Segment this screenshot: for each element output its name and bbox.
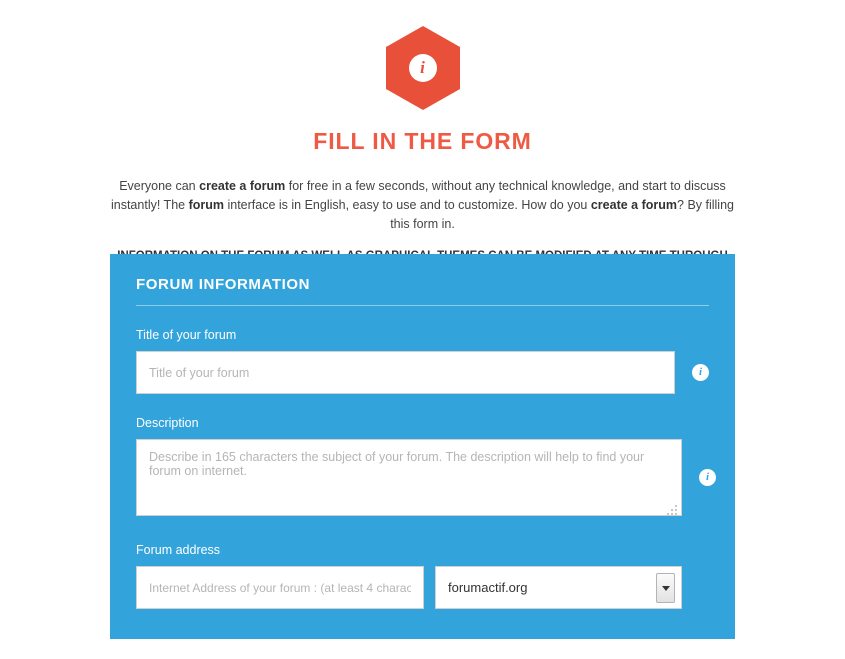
intro-paragraph bbox=[103, 177, 743, 234]
intro-bold-2: forum bbox=[188, 198, 224, 212]
logo-container bbox=[0, 22, 845, 114]
description-textarea-wrap bbox=[136, 439, 682, 521]
page-title: FILL IN THE FORM bbox=[313, 128, 532, 154]
title-input-row bbox=[136, 351, 709, 394]
intro-text-4: ? By filling this form in. bbox=[390, 198, 734, 231]
logo-letter: i bbox=[409, 54, 437, 82]
address-field-label: Forum address bbox=[136, 543, 221, 557]
description-input-row bbox=[136, 439, 709, 521]
info-icon[interactable]: i bbox=[699, 469, 716, 486]
description-field-label: Description bbox=[136, 416, 199, 430]
forum-description-textarea[interactable] bbox=[136, 439, 682, 516]
field-description bbox=[136, 416, 709, 521]
forum-title-input[interactable] bbox=[136, 351, 675, 394]
page-header bbox=[0, 0, 845, 282]
info-icon[interactable]: i bbox=[692, 364, 709, 381]
info-hexagon-icon bbox=[386, 26, 460, 110]
panel-title: FORUM INFORMATION bbox=[136, 276, 311, 293]
title-field-label: Title of your forum bbox=[136, 328, 237, 342]
address-input-row bbox=[136, 566, 709, 609]
domain-select-value: forumactif.org bbox=[448, 580, 528, 595]
field-forum-address bbox=[136, 543, 709, 609]
forum-address-input[interactable] bbox=[136, 566, 424, 609]
chevron-down-icon[interactable] bbox=[656, 573, 675, 603]
forum-information-panel bbox=[110, 254, 735, 639]
intro-text-3: interface is in English, easy to use and to customize. How do you bbox=[224, 198, 591, 212]
panel-divider bbox=[136, 305, 709, 306]
field-title-of-forum bbox=[136, 328, 709, 394]
intro-bold-3: create a forum bbox=[590, 198, 678, 212]
domain-select[interactable] bbox=[435, 566, 682, 609]
intro-text-1: Everyone can bbox=[119, 179, 200, 193]
intro-bold-1: create a forum bbox=[199, 179, 286, 193]
intro-text-2: for free in a few seconds, without any technical knowledge, and start to discuss instantly! The bbox=[110, 179, 726, 212]
